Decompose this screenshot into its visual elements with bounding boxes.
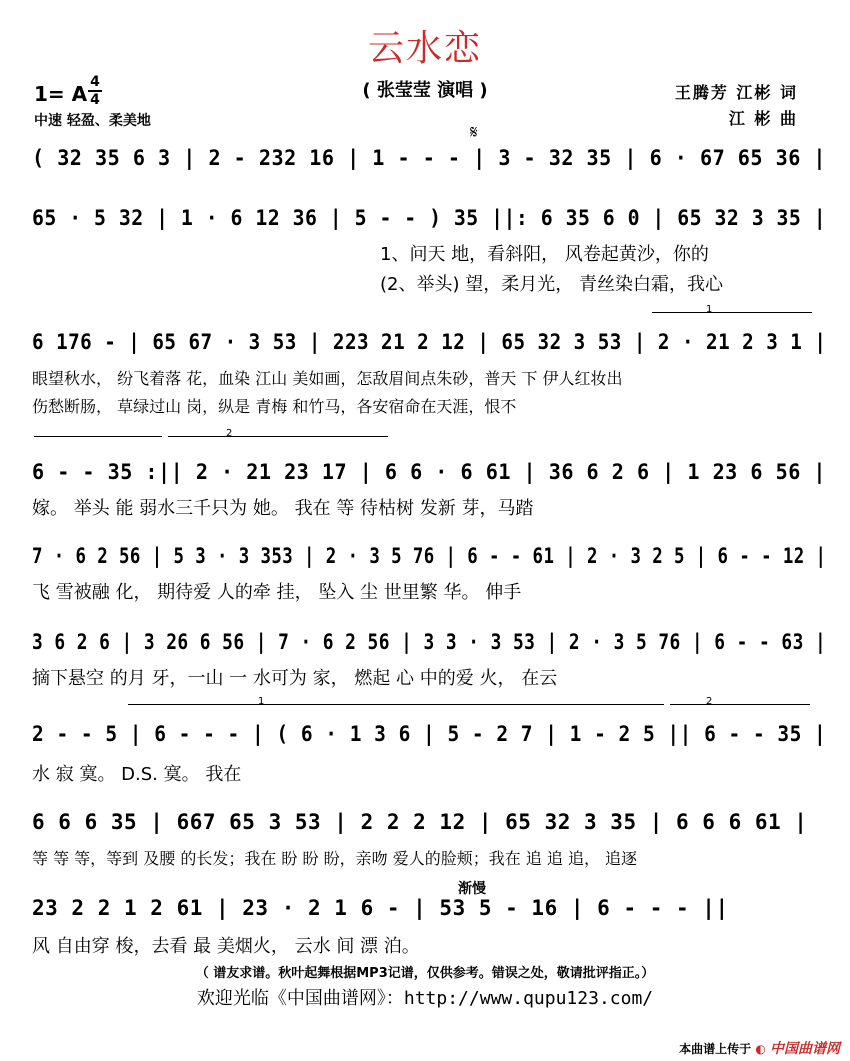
coda-volta-1-label: 1 <box>258 696 265 707</box>
lyric-row-3-verse-1: 眼望秋水， 纷飞着落 花，血染 江山 美如画，怎敌眉间点朱砂，普天 下 伊人红妆出 <box>32 369 623 388</box>
lyric-row-2-verse-2: (2、举头) 望，柔月光， 青丝染白霜，我心 <box>380 274 723 295</box>
coda-volta-2-label: 2 <box>706 696 713 707</box>
notation-row-1: ( 32 35 6 3 | 2 - 232 16 | 1 - - - | 3 - 32 35 | 6 · 67 65 36 | <box>32 146 827 170</box>
lyric-row-7: 水 寂 寞。 D.S. 寞。 我在 <box>32 764 242 785</box>
segno-mark: 𝄋 <box>470 122 478 143</box>
lyric-row-3-verse-2: 伤愁断肠， 草绿过山 岗，纵是 青梅 和竹马，各安宿命在天涯，恨不 <box>32 397 517 416</box>
lyric-row-6: 摘下悬空 的月 牙，一山 一 水可为 家， 燃起 心 中的爱 火， 在云 <box>32 668 558 689</box>
lyric-row-8: 等 等 等，等到 及腰 的长发；我在 盼 盼 盼，亲吻 爱人的脸颊；我在 追 追 追， 追逐 <box>32 849 638 868</box>
time-signature-bottom: 4 <box>90 92 100 108</box>
composer-credit: 江 彬 曲 <box>728 109 798 128</box>
time-signature-top: 4 <box>90 74 100 90</box>
transcription-note: （ 谱友求谱。秋叶起舞根据MP3记谱，仅供参考。错误之处，敬请批评指正。） <box>195 966 655 981</box>
notation-row-7: 2 - - 5 | 6 - - - | ( 6 · 1 3 6 | 5 - 2 7 | 1 - 2 5 || 6 - - 35 | <box>32 722 827 746</box>
lyric-row-5: 飞 雪被融 化， 期待爱 人的牵 挂， 坠入 尘 世里繁 华。 伸手 <box>32 582 522 603</box>
volta-2-label: 2 <box>226 428 233 439</box>
notation-row-6: 3 6 2 6 | 3 26 6 56 | 7 · 6 2 56 | 3 3 · 3 53 | 2 · 3 5 76 | 6 - - 63 | <box>32 630 827 654</box>
lyric-row-9: 风 自由穿 梭，去看 最 美烟火， 云水 间 漂 泊。 <box>32 936 420 957</box>
upload-credit <box>679 1038 840 1058</box>
volta-2-bracket <box>168 428 388 439</box>
singer-credit: ( 张莹莹 演唱 ) <box>362 80 488 101</box>
time-signature <box>88 74 102 108</box>
lyric-row-4: 嫁。 举头 能 弱水三千只为 她。 我在 等 待枯树 发新 芽，马踏 <box>32 498 534 519</box>
notation-row-2: 65 · 5 32 | 1 · 6 12 36 | 5 - - ) 35 ||: 6 35 6 0 | 65 32 3 35 | <box>32 206 827 230</box>
coda-volta-2-bracket <box>670 696 810 707</box>
lyric-row-2-verse-1: 1、问天 地，看斜阳， 风卷起黄沙，你的 <box>380 244 709 265</box>
volta-1-continuation <box>34 436 162 437</box>
site-welcome-link[interactable]: 欢迎光临《中国曲谱网》：http://www.qupu123.com/ <box>196 988 654 1009</box>
notation-row-3: 6 176 - | 65 67 · 3 53 | 223 21 2 12 | 65 32 3 53 | 2 · 21 2 3 1 | <box>32 330 827 354</box>
notation-row-5: 7 · 6 2 56 | 5 3 · 3 353 | 2 · 3 5 76 | 6 - - 61 | 2 · 3 2 5 | 6 - - 12 | <box>32 544 827 568</box>
ritardando-mark: 渐慢 <box>458 881 486 897</box>
upload-prefix: 本曲谱上传于 <box>679 1042 752 1056</box>
lyricist-credit: 王腾芳 江彬 词 <box>674 83 798 102</box>
notation-row-4: 6 - - 35 :|| 2 · 21 23 17 | 6 6 · 6 61 | 36 6 2 6 | 1 23 6 56 | <box>32 460 827 484</box>
site-logo-icon: ◐ <box>755 1042 766 1056</box>
coda-volta-1-bracket <box>128 696 664 707</box>
volta-1-bracket <box>652 304 812 315</box>
upload-brand[interactable]: 中国曲谱网 <box>770 1041 840 1057</box>
notation-row-9: 23 2 2 1 2 61 | 23 · 2 1 6 - | 53 5 - 16 | 6 - - - || <box>32 896 729 920</box>
key-signature: 1= A <box>34 82 88 106</box>
volta-1-label: 1 <box>706 304 713 315</box>
song-title: 云水恋 <box>367 28 482 69</box>
notation-row-8: 6 6 6 35 | 667 65 3 53 | 2 2 2 12 | 65 32 3 35 | 6 6 6 61 | <box>32 810 808 834</box>
tempo-marking: 中速 轻盈、柔美地 <box>34 113 151 129</box>
